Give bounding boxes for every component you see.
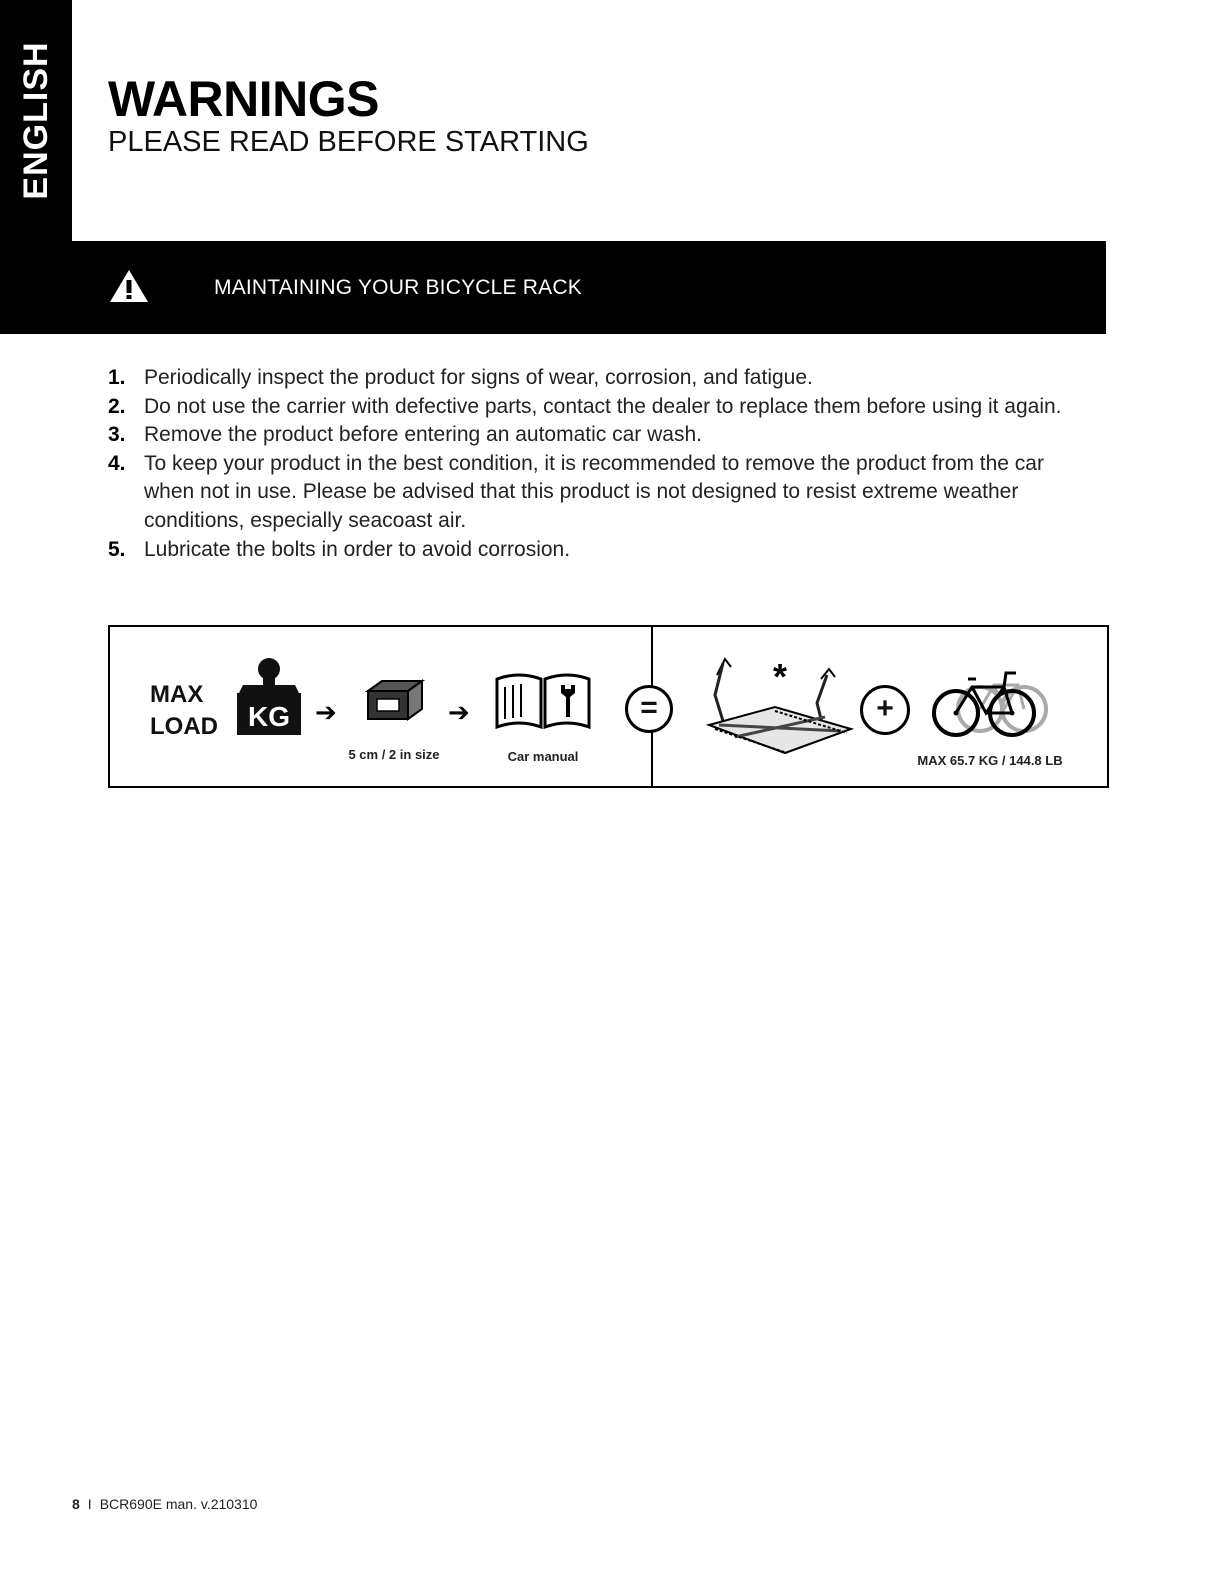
- language-label: ENGLISH: [17, 41, 55, 200]
- list-item-number: 3.: [108, 423, 126, 447]
- list-item-text: Do not use the carrier with defective parts, contact the dealer to replace them before using it again.: [144, 394, 1062, 418]
- list-item: [108, 364, 1098, 393]
- max-load-label: [150, 679, 218, 743]
- list-item: [108, 450, 1098, 536]
- max-weight-label: MAX 65.7 KG / 144.8 LB: [917, 753, 1063, 768]
- list-item-number: 1.: [108, 366, 126, 389]
- asterisk-mark: *: [772, 656, 788, 697]
- section-banner-title: MAINTAINING YOUR BICYCLE RACK: [214, 276, 582, 299]
- list-item-text: To keep your product in the best condition, it is recommended to remove the product from the car when not in use. Please be advised that this product is not designed to resist extreme weather conditions, especially seacoast air.: [144, 451, 1044, 532]
- warning-triangle-icon: [108, 268, 150, 304]
- page-subtitle: PLEASE READ BEFORE STARTING: [108, 126, 589, 158]
- list-item: [108, 421, 1098, 450]
- list-item-number: 2.: [108, 394, 126, 418]
- arrow-icon: ➔: [448, 697, 470, 727]
- kg-label: KG: [248, 701, 290, 732]
- hitch-caption: 5 cm / 2 in size: [348, 747, 440, 762]
- list-item-text: Periodically inspect the product for signs of wear, corrosion, and fatigue.: [144, 366, 813, 389]
- bicycle-icon: [932, 659, 1052, 739]
- car-manual-caption: Car manual: [507, 749, 579, 764]
- hitch-receiver-icon: [360, 677, 426, 727]
- kg-weight-icon: [235, 657, 303, 737]
- arrow-icon: ➔: [315, 697, 337, 727]
- bike-rack-icon: [705, 655, 855, 760]
- list-item: [108, 393, 1098, 422]
- max-label: MAX: [150, 681, 204, 708]
- list-item-number: 5.: [108, 537, 126, 561]
- page-number: 8: [72, 1496, 80, 1512]
- maintenance-list: [108, 364, 1098, 564]
- page-footer: [72, 1496, 257, 1512]
- document-version: BCR690E man. v.210310: [99, 1496, 258, 1512]
- language-side-tab: [0, 0, 72, 241]
- page-title: WARNINGS: [108, 71, 379, 127]
- list-item-text: Remove the product before entering an automatic car wash.: [144, 423, 702, 447]
- list-item-number: 4.: [108, 451, 126, 475]
- footer-separator: I: [87, 1496, 92, 1512]
- car-manual-book-icon: [493, 671, 593, 731]
- list-item-text: Lubricate the bolts in order to avoid corrosion.: [144, 537, 571, 561]
- plus-icon: +: [860, 685, 910, 735]
- equals-icon: =: [625, 685, 673, 733]
- max-load-diagram: [108, 625, 1109, 788]
- load-label: LOAD: [150, 713, 218, 740]
- list-item: [108, 536, 1098, 565]
